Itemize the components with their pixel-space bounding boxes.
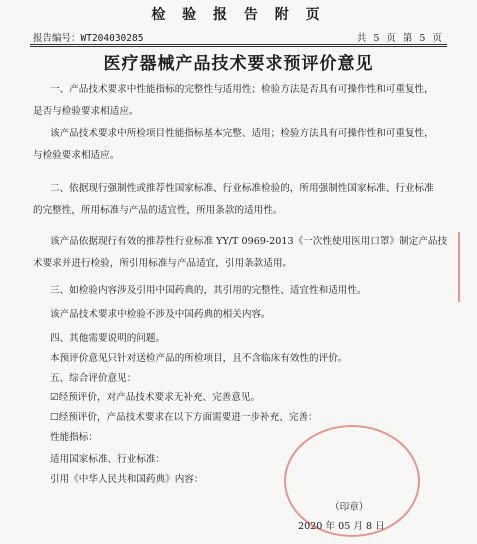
page-count: 共 5 页 第 5 页 — [356, 33, 444, 44]
standards-label: 适用国家标准、行业标准： — [50, 454, 166, 465]
seal-label: （印章） — [330, 502, 369, 513]
side-seal-mark — [458, 232, 477, 302]
report-date: 2020 年 05 月 8 日 — [298, 521, 385, 532]
section-4-text: 本预评价意见只针对送检产品的所检项目，且不含临床有效性的评价。 — [50, 353, 348, 364]
report-number: 报告编号：WT204030285 — [33, 33, 144, 44]
header-divider-2 — [30, 46, 447, 47]
section-2-text-cont: 术要求并进行检验，所引用标准与产品适宜，引用条款适用。 — [33, 258, 293, 269]
section-2-text: 该产品依据现行有效的推荐性行业标准 YY/T 0969-2013《一次性使用医用口罩》制定产品技 — [50, 236, 448, 247]
section-5-heading: 五、综合评价意见： — [50, 373, 137, 384]
section-2-heading: 二、依据现行强制性或推荐性国家标准、行业标准检验的，所用强制性国家标准、行业标准 — [50, 183, 434, 194]
checked-option: ☑经预评价，对产品技术要求无补充、完善意见。 — [50, 392, 261, 403]
section-1-heading-cont: 是否与检验要求相适应。 — [33, 106, 139, 117]
section-4-heading: 四、其他需要说明的问题。 — [50, 333, 166, 344]
document-title: 医疗器械产品技术要求预评价意见 — [103, 54, 374, 74]
section-1-text-cont: 与检验要求相适应。 — [33, 150, 120, 161]
pharmacopoeia-label: 引用《中华人民共和国药典》内容： — [50, 474, 204, 485]
section-3-text: 该产品技术要求中检验不涉及中国药典的相关内容。 — [50, 309, 271, 320]
section-1-heading: 一、产品技术要求中性能指标的完整性与适用性；检验方法是否具有可操作性和可重复性， — [50, 84, 434, 95]
performance-indicators-label: 性能指标： — [50, 432, 98, 443]
report-header-title: 检 验 报 告 附 页 — [151, 7, 326, 23]
unchecked-option: ☐经预评价，产品技术要求在以下方面需要进一步补充、完善： — [50, 412, 318, 423]
header-divider — [30, 44, 447, 45]
section-3-heading: 三、如检验内容涉及引用中国药典的，其引用的完整性、适宜性和适用性。 — [50, 285, 367, 296]
section-2-heading-cont: 的完整性，所用标准与产品的适宜性，所用条款的适用性。 — [33, 205, 283, 216]
section-1-text: 该产品技术要求中所检项目性能指标基本完整、适用；检验方法具有可操作性和可重复性， — [50, 128, 434, 139]
